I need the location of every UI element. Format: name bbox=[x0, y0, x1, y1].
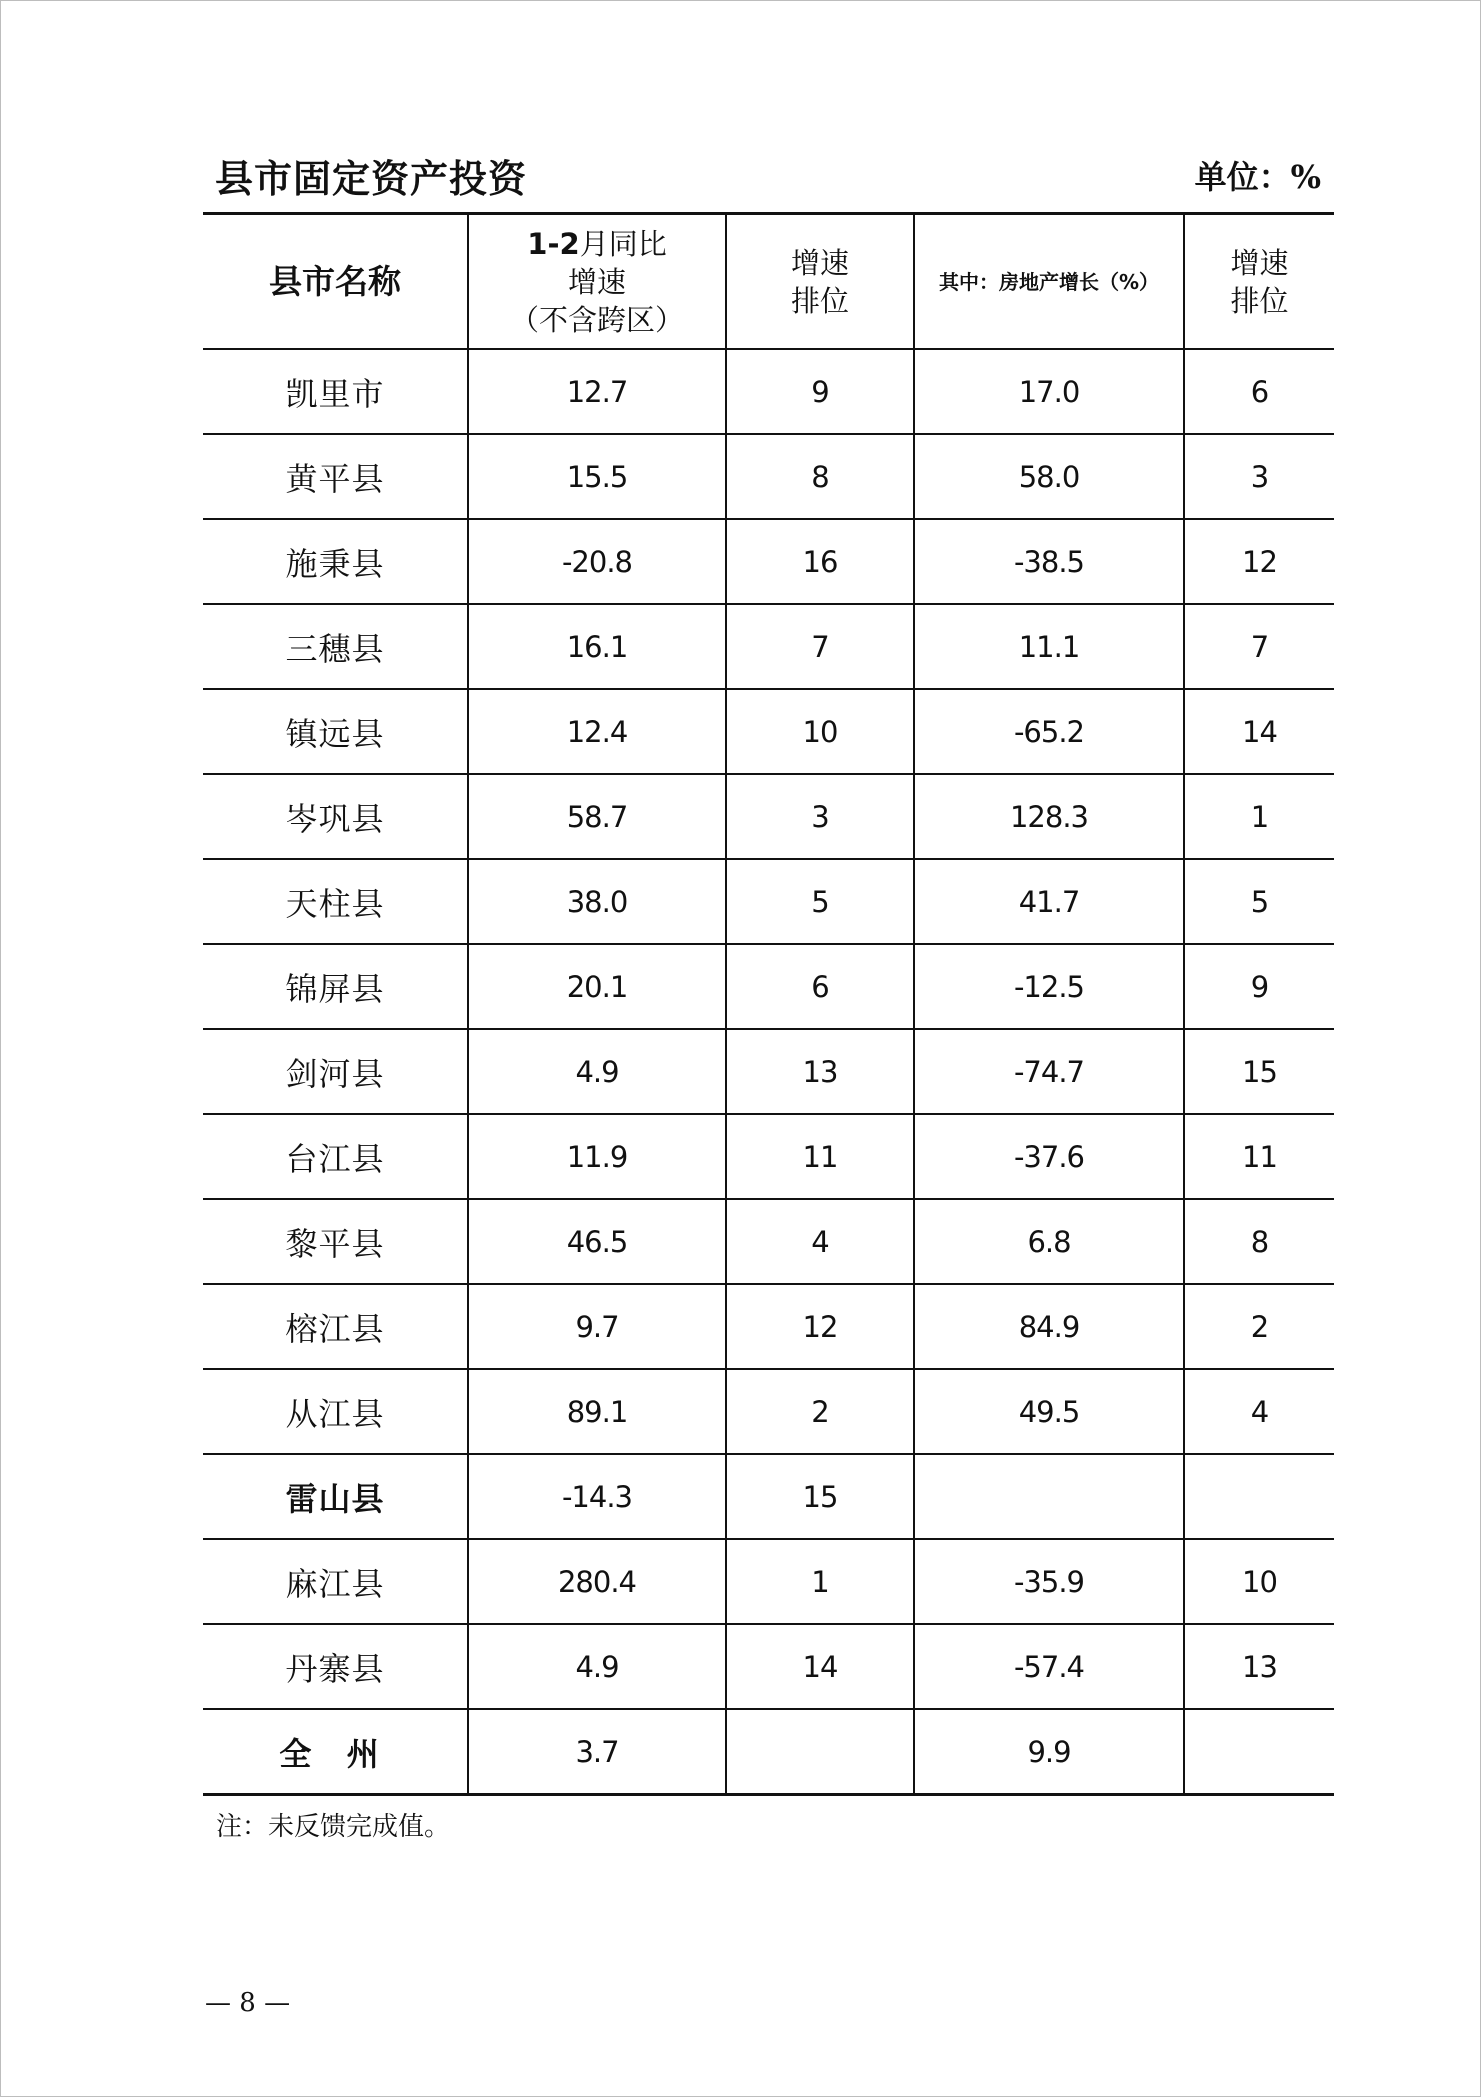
county-name: 榕江县 bbox=[203, 1284, 468, 1369]
realestate-growth: 128.3 bbox=[914, 774, 1184, 859]
header-growth-rank-line1: 增速 bbox=[790, 245, 849, 280]
growth-value: 9.7 bbox=[468, 1284, 726, 1369]
growth-value: 280.4 bbox=[468, 1539, 726, 1624]
county-name: 从江县 bbox=[203, 1369, 468, 1454]
realestate-growth: -35.9 bbox=[914, 1539, 1184, 1624]
growth-rank bbox=[726, 1709, 914, 1795]
table-row bbox=[203, 434, 1334, 519]
realestate-growth bbox=[914, 1454, 1184, 1539]
realestate-rank: 12 bbox=[1184, 519, 1334, 604]
county-name: 施秉县 bbox=[203, 519, 468, 604]
table-row bbox=[203, 859, 1334, 944]
realestate-rank: 6 bbox=[1184, 349, 1334, 434]
table-row bbox=[203, 1624, 1334, 1709]
growth-rank: 11 bbox=[726, 1114, 914, 1199]
table-row bbox=[203, 1369, 1334, 1454]
realestate-rank: 9 bbox=[1184, 944, 1334, 1029]
total-name: 全 州 bbox=[203, 1709, 468, 1795]
growth-rank: 14 bbox=[726, 1624, 914, 1709]
investment-table bbox=[203, 212, 1334, 1796]
header-growth bbox=[468, 214, 726, 350]
header-realestate-growth: 其中：房地产增长（%） bbox=[914, 214, 1184, 350]
growth-rank: 10 bbox=[726, 689, 914, 774]
county-name: 黎平县 bbox=[203, 1199, 468, 1284]
realestate-rank: 11 bbox=[1184, 1114, 1334, 1199]
growth-rank: 1 bbox=[726, 1539, 914, 1624]
table-row bbox=[203, 944, 1334, 1029]
realestate-growth: -74.7 bbox=[914, 1029, 1184, 1114]
realestate-growth: -65.2 bbox=[914, 689, 1184, 774]
realestate-rank bbox=[1184, 1454, 1334, 1539]
growth-value: 16.1 bbox=[468, 604, 726, 689]
county-name: 丹寨县 bbox=[203, 1624, 468, 1709]
realestate-rank bbox=[1184, 1709, 1334, 1795]
table-row bbox=[203, 519, 1334, 604]
realestate-rank: 10 bbox=[1184, 1539, 1334, 1624]
growth-value: 15.5 bbox=[468, 434, 726, 519]
realestate-rank: 15 bbox=[1184, 1029, 1334, 1114]
table-row bbox=[203, 1284, 1334, 1369]
realestate-rank: 3 bbox=[1184, 434, 1334, 519]
growth-rank: 12 bbox=[726, 1284, 914, 1369]
realestate-growth: 41.7 bbox=[914, 859, 1184, 944]
table-row bbox=[203, 1539, 1334, 1624]
header-realestate-rank bbox=[1184, 214, 1334, 350]
growth-value: 11.9 bbox=[468, 1114, 726, 1199]
county-name: 凯里市 bbox=[203, 349, 468, 434]
realestate-growth: 17.0 bbox=[914, 349, 1184, 434]
growth-rank: 2 bbox=[726, 1369, 914, 1454]
county-name: 岑巩县 bbox=[203, 774, 468, 859]
realestate-growth: -12.5 bbox=[914, 944, 1184, 1029]
county-name: 三穗县 bbox=[203, 604, 468, 689]
header-realestate-rank-line2: 排位 bbox=[1230, 283, 1289, 318]
table-total-row bbox=[203, 1709, 1334, 1795]
growth-rank: 5 bbox=[726, 859, 914, 944]
header-growth-line3: （不含跨区） bbox=[509, 302, 684, 337]
table-row bbox=[203, 349, 1334, 434]
table-row bbox=[203, 604, 1334, 689]
growth-value: -20.8 bbox=[468, 519, 726, 604]
header-growth-period: 1-2 bbox=[527, 226, 580, 261]
page-title: 县市固定资产投资 bbox=[215, 156, 528, 201]
realestate-rank: 4 bbox=[1184, 1369, 1334, 1454]
header-growth-line2: 增速 bbox=[567, 264, 626, 299]
table-row bbox=[203, 774, 1334, 859]
growth-rank: 6 bbox=[726, 944, 914, 1029]
growth-rank: 4 bbox=[726, 1199, 914, 1284]
county-name: 锦屏县 bbox=[203, 944, 468, 1029]
growth-value: 58.7 bbox=[468, 774, 726, 859]
realestate-growth: -38.5 bbox=[914, 519, 1184, 604]
growth-value: 3.7 bbox=[468, 1709, 726, 1795]
realestate-growth: 84.9 bbox=[914, 1284, 1184, 1369]
footnote: 注：未反馈完成值。 bbox=[216, 1812, 451, 1842]
page-number: — 8 — bbox=[205, 1988, 291, 2018]
growth-value: -14.3 bbox=[468, 1454, 726, 1539]
realestate-growth: 58.0 bbox=[914, 434, 1184, 519]
realestate-growth: 11.1 bbox=[914, 604, 1184, 689]
realestate-rank: 2 bbox=[1184, 1284, 1334, 1369]
header-growth-rank-line2: 排位 bbox=[790, 283, 849, 318]
county-name: 剑河县 bbox=[203, 1029, 468, 1114]
table-header-row bbox=[203, 214, 1334, 350]
growth-rank: 8 bbox=[726, 434, 914, 519]
unit-label: 单位：% bbox=[1194, 158, 1321, 196]
growth-rank: 9 bbox=[726, 349, 914, 434]
county-name: 雷山县 bbox=[203, 1454, 468, 1539]
county-name: 镇远县 bbox=[203, 689, 468, 774]
growth-value: 4.9 bbox=[468, 1029, 726, 1114]
growth-value: 20.1 bbox=[468, 944, 726, 1029]
growth-value: 4.9 bbox=[468, 1624, 726, 1709]
growth-value: 89.1 bbox=[468, 1369, 726, 1454]
growth-value: 46.5 bbox=[468, 1199, 726, 1284]
table-row bbox=[203, 1199, 1334, 1284]
realestate-rank: 13 bbox=[1184, 1624, 1334, 1709]
header-growth-rank bbox=[726, 214, 914, 350]
growth-rank: 13 bbox=[726, 1029, 914, 1114]
growth-rank: 16 bbox=[726, 519, 914, 604]
county-name: 黄平县 bbox=[203, 434, 468, 519]
table-row bbox=[203, 1029, 1334, 1114]
growth-rank: 15 bbox=[726, 1454, 914, 1539]
header-realestate-rank-line1: 增速 bbox=[1230, 245, 1289, 280]
realestate-growth: 6.8 bbox=[914, 1199, 1184, 1284]
growth-rank: 7 bbox=[726, 604, 914, 689]
table-row bbox=[203, 1114, 1334, 1199]
county-name: 天柱县 bbox=[203, 859, 468, 944]
realestate-rank: 14 bbox=[1184, 689, 1334, 774]
realestate-rank: 8 bbox=[1184, 1199, 1334, 1284]
county-name: 台江县 bbox=[203, 1114, 468, 1199]
realestate-rank: 7 bbox=[1184, 604, 1334, 689]
growth-rank: 3 bbox=[726, 774, 914, 859]
county-name: 麻江县 bbox=[203, 1539, 468, 1624]
realestate-growth: 49.5 bbox=[914, 1369, 1184, 1454]
realestate-growth: -57.4 bbox=[914, 1624, 1184, 1709]
growth-value: 12.7 bbox=[468, 349, 726, 434]
growth-value: 12.4 bbox=[468, 689, 726, 774]
header-growth-line1 bbox=[469, 225, 725, 263]
realestate-rank: 1 bbox=[1184, 774, 1334, 859]
table-row bbox=[203, 1454, 1334, 1539]
realestate-rank: 5 bbox=[1184, 859, 1334, 944]
header-county-name: 县市名称 bbox=[203, 214, 468, 350]
header-growth-yoy: 月同比 bbox=[579, 226, 667, 261]
table-row bbox=[203, 689, 1334, 774]
growth-value: 38.0 bbox=[468, 859, 726, 944]
realestate-growth: 9.9 bbox=[914, 1709, 1184, 1795]
realestate-growth: -37.6 bbox=[914, 1114, 1184, 1199]
